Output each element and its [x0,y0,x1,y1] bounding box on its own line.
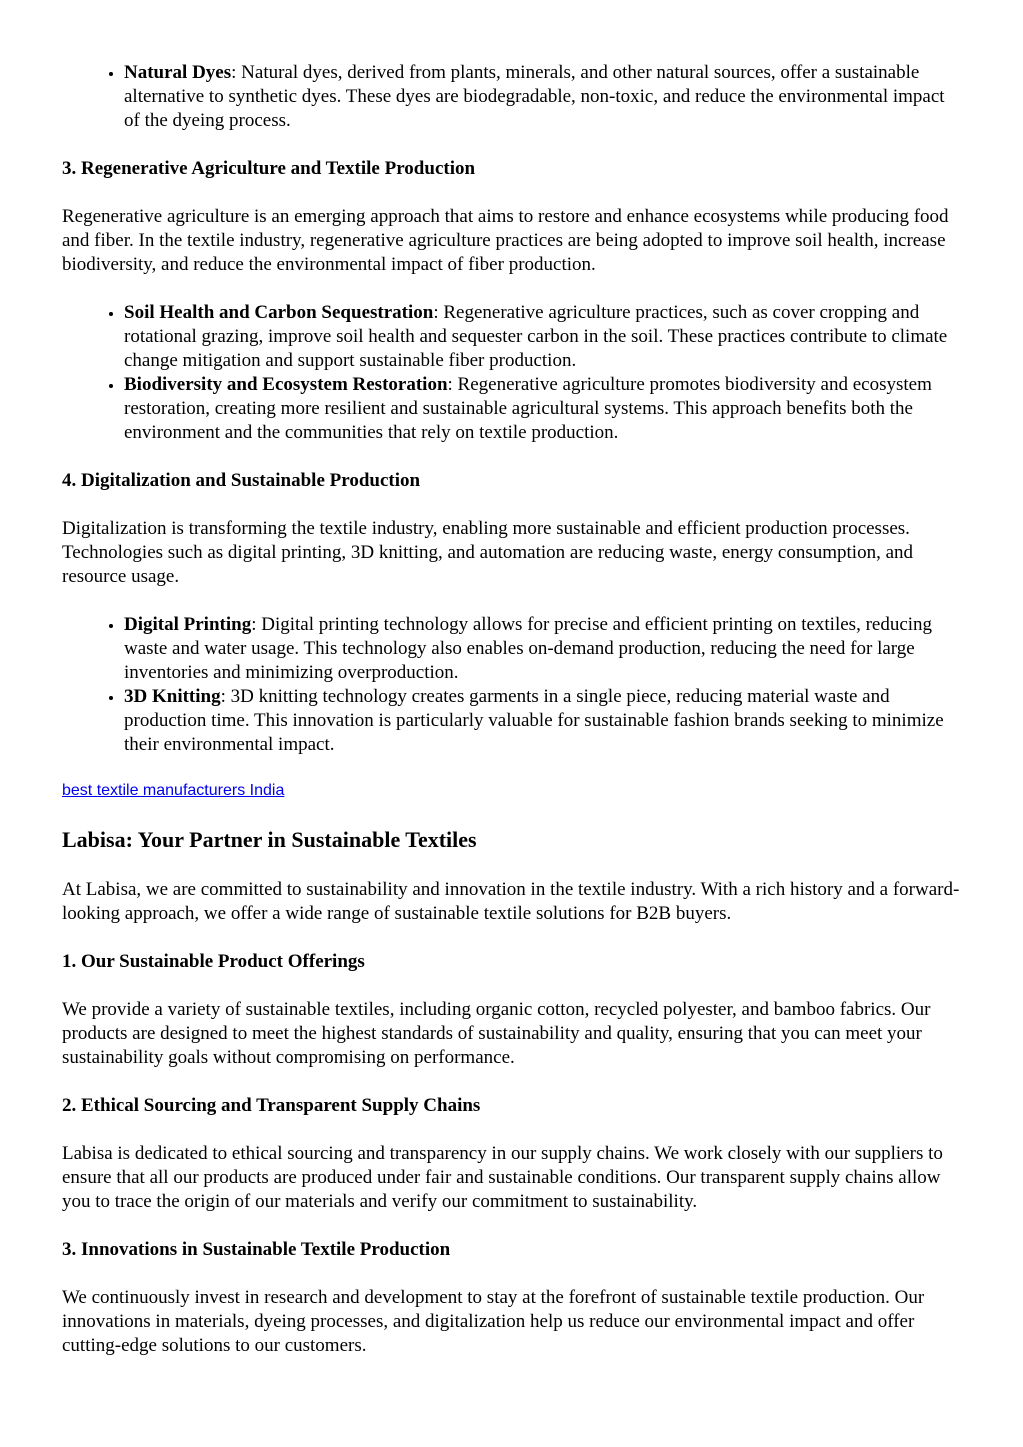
list-item [124,61,963,133]
list-item-term: Biodiversity and Ecosystem Restoration [124,374,448,395]
subsection-paragraph-sourcing: Labisa is dedicated to ethical sourcing and transparency in our supply chains. We work closely with our suppliers to ensure that all our products are produced under fair and sustainable conditions. Our transparent supply chains allow you to trace the origin of our materials and verify our commitment to sustainability. [62,1143,943,1212]
labisa-title: Labisa: Your Partner in Sustainable Textiles [62,827,477,852]
list-item-text: : Regenerative agriculture practices, such as cover cropping and rotational grazing, improve soil health and sequester carbon in the soil. These practices contribute to climate change mitigation and support sustainable fiber production. [124,302,948,371]
list-item-term: 3D Knitting [124,686,221,707]
section-heading-regenerative: 3. Regenerative Agriculture and Textile Production [62,158,476,179]
list-item-term: Soil Health and Carbon Sequestration [124,302,434,323]
list-item-text: : Regenerative agriculture promotes biodiversity and ecosystem restoration, creating more resilient and sustainable agricultural systems. This approach benefits both the environment and the communities that rely on textile production. [124,374,932,443]
section-heading-digitalization: 4. Digitalization and Sustainable Production [62,470,421,491]
list-item [124,613,963,685]
list-item-term: Digital Printing [124,614,252,635]
section-paragraph-digitalization: Digitalization is transforming the textile industry, enabling more sustainable and efficient production processes. Technologies such as digital printing, 3D knitting, and automation are reducing waste, energy consumption, and resource usage. [62,518,914,587]
subsection-paragraph-innovations: We continuously invest in research and development to stay at the forefront of sustainable textile production. Our innovations in materials, dyeing processes, and digitalization help us reduce our environmental impact and offer cutting-edge solutions to our customers. [62,1287,925,1356]
list-item-text: : 3D knitting technology creates garments in a single piece, reducing material waste and production time. This innovation is particularly valuable for sustainable fashion brands seeking to minimize their environmental impact. [124,686,944,755]
list-item [124,685,963,757]
labisa-intro: At Labisa, we are committed to sustainability and innovation in the textile industry. With a rich history and a forward-looking approach, we offer a wide range of sustainable textile solutions for B2B buyers. [62,879,960,924]
subsection-heading-products: 1. Our Sustainable Product Offerings [62,951,365,972]
section-paragraph-regenerative: Regenerative agriculture is an emerging approach that aims to restore and enhance ecosystems while producing food and fiber. In the textile industry, regenerative agriculture practices are being adopted to improve soil health, increase biodiversity, and reduce the environmental impact of fiber production. [62,206,949,275]
subsection-heading-innovations: 3. Innovations in Sustainable Textile Production [62,1239,451,1260]
natural-dyes-list [62,61,963,133]
list-item-text: : Natural dyes, derived from plants, minerals, and other natural sources, offer a sustainable alternative to synthetic dyes. These dyes are biodegradable, non-toxic, and reduce the environmental impact of the dyeing process. [124,62,945,131]
list-item [124,373,963,445]
regenerative-list [62,301,963,445]
list-item-text: : Digital printing technology allows for precise and efficient printing on textiles, reducing waste and water usage. This technology also enables on-demand production, reducing the need for large inventories and minimizing overproduction. [124,614,933,683]
digitalization-list [62,613,963,757]
subsection-paragraph-products: We provide a variety of sustainable textiles, including organic cotton, recycled polyester, and bamboo fabrics. Our products are designed to meet the highest standards of sustainability and quality, ensuring that you can meet your sustainability goals without compromising on performance. [62,999,931,1068]
list-item [124,301,963,373]
list-item-term: Natural Dyes [124,62,232,83]
subsection-heading-sourcing: 2. Ethical Sourcing and Transparent Supply Chains [62,1095,481,1116]
textile-manufacturers-link[interactable]: best textile manufacturers India [62,782,285,799]
